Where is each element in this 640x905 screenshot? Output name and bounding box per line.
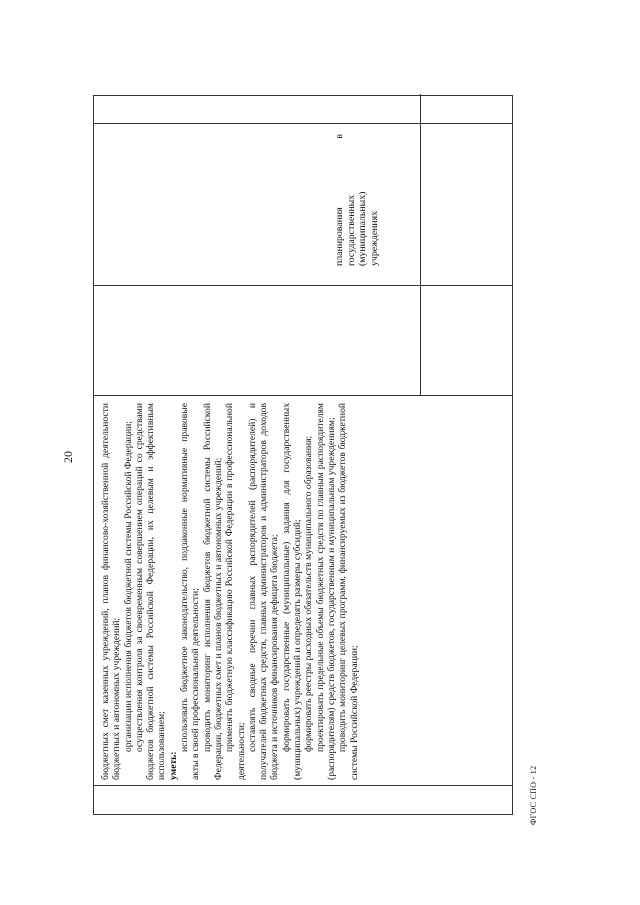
skills-paragraph: применять бюджетную классификацию Российской Федерации в профессиональной деятельности; [224,403,247,780]
skills-paragraph: бюджетных смет казенных учреждений, планов финансово-хозяйственной деятельности бюджетных и автономных учреждений; [100,403,123,780]
skills-paragraph: формировать реестры расходных обязательств муниципального образования; [303,435,315,752]
footer-code: ФГОС СПО - 12 [529,765,538,825]
table-row-divider [420,94,421,396]
rotated-page [61,95,538,825]
skills-paragraph: составлять сводные перечни главных распорядителей (распорядителей) и получателей бюджетных средств, главных администраторов и администраторов доходов бюджета и источников финансирования дефицита бюджета; [246,403,281,780]
skills-heading: уметь: [167,751,179,780]
skills-paragraph: проектировать предельные объемы бюджетных средств по главным распорядителям (распорядителям) средств бюджетов, государственным и муниципальным учреждениям; [314,403,337,780]
planning-line: учреждениях [368,210,380,266]
table-column-divider [94,285,512,286]
skills-paragraph: проводить мониторинг целевых программ, финансируемых из бюджетов бюджетной системы Российской Федерации; [337,403,360,780]
skills-paragraph: формировать государственные (муниципальные) задания для государственных (муниципальных) учреждений и определять размеры субсидий; [280,403,304,780]
planning-cell [334,134,380,266]
planning-line: планирования [334,207,345,266]
skills-paragraph: осуществления контроля за своевременным совершением операций со средствами бюджетов бюджетной системы Российской Федерации, их целевым и эффективным использованием; [133,403,168,780]
skills-paragraph: организации исполнения бюджетов бюджетной системы Российской Федерации; [122,421,134,752]
skills-paragraph [168,403,179,780]
skills-cell [100,403,360,780]
page-number: 20 [61,451,75,463]
skills-paragraph: использовать бюджетное законодательство, подзаконные нормативные правовые акты в своей профессиональной деятельности; [179,403,202,780]
skills-paragraph: проводить мониторинг исполнения бюджетов бюджетной системы Российской Федерации, бюджетных смет и планов бюджетных и автономных учреждений; [201,403,224,780]
table-column-divider [94,785,512,786]
table-column-divider [94,395,512,396]
planning-line: государственных [345,194,357,266]
planning-line: (муниципальных) [357,191,368,266]
table-column-divider [94,123,512,124]
planning-trailing-word: в [334,134,345,139]
competency-table [93,95,513,815]
